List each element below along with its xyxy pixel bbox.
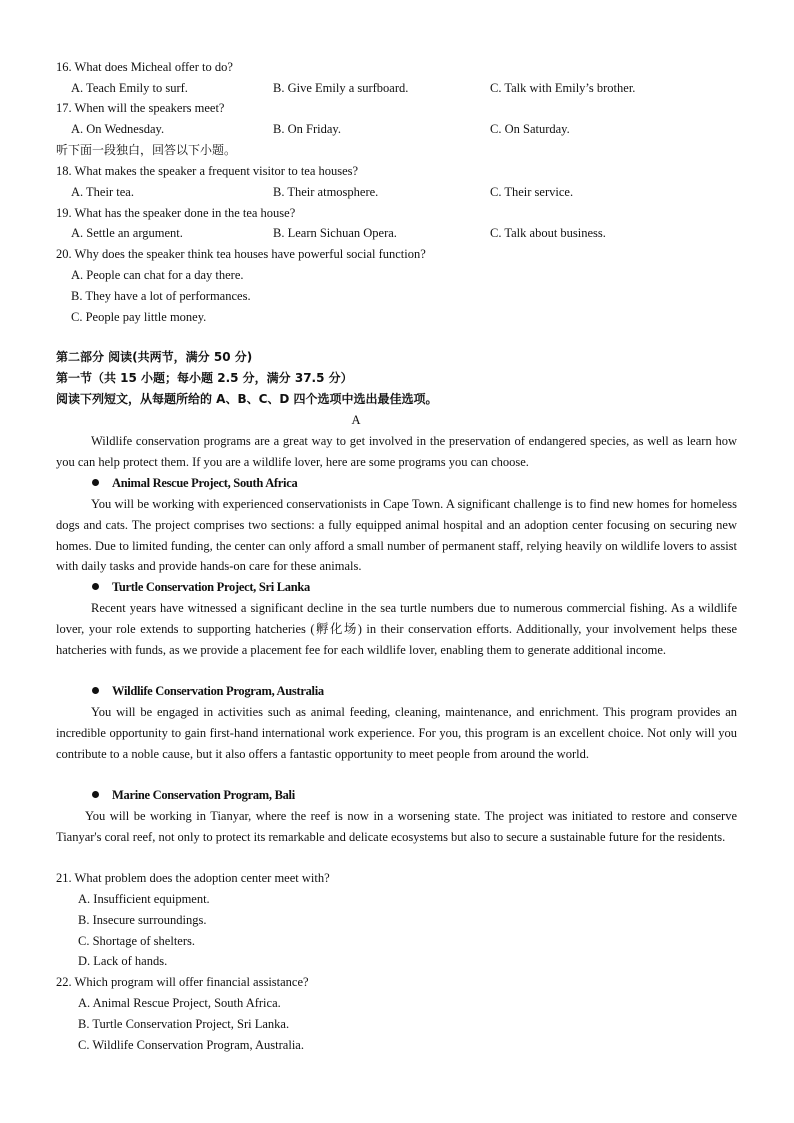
passage-label: A [351, 413, 361, 427]
program-heading [92, 785, 295, 806]
program-heading [92, 577, 310, 598]
q16-option-c: C. Talk with Emily’s brother. [490, 81, 636, 95]
program-text: Recent years have witnessed a significant decline in the sea turtle numbers due to numerous commercial fishing. As a wildlife lover, your role extends to supporting hatcheries (孵化场) in their conservation efforts. Additionally, your involvement helps these hatcheries with funds, as we provide a placement fee for each wildlife lover, enabling them to generate additional income. [56, 601, 737, 657]
question-18-stem: 18. What makes the speaker a frequent visitor to tea houses? [56, 164, 359, 178]
question-22-stem: 22. Which program will offer financial assistance? [56, 975, 309, 989]
q22-option-c: C. Wildlife Conservation Program, Australia. [78, 1038, 304, 1052]
program-text: You will be working with experienced conservationists in Cape Town. A significant challenge is to find new homes for homeless dogs and cats. The project comprises two sections: a fully equipped animal hospital and an adoption center focusing on securing new homes. Due to limited funding, the center can only afford a small number of permanent staff, relying heavily on wildlife lovers to assist with daily tasks and provide hands-on care for these animals. [56, 497, 737, 574]
bullet-icon [92, 687, 99, 694]
program-heading [92, 681, 324, 702]
q21-option-a: A. Insufficient equipment. [78, 892, 210, 906]
program-title: Animal Rescue Project, South Africa [112, 476, 298, 490]
reading-instruction: 阅读下列短文，从每题所给的 A、B、C、D 四个选项中选出最佳选项。 [56, 392, 438, 406]
q20-option-b: B. They have a lot of performances. [71, 289, 251, 303]
q20-option-c: C. People pay little money. [71, 310, 207, 324]
q20-option-a: A. People can chat for a day there. [71, 268, 244, 282]
q18-option-c: C. Their service. [490, 185, 574, 199]
program-text: You will be engaged in activities such as animal feeding, cleaning, maintenance, and enrichment. This program provides an incredible opportunity to gain first-hand international work experience. For you, this program is an excellent choice. Not only will you contribute to a noble cause, but it also offers a fantastic opportunity to meet people from around the world. [56, 705, 737, 761]
program-title: Turtle Conservation Project, Sri Lanka [112, 580, 310, 594]
q22-option-b: B. Turtle Conservation Project, Sri Lanka. [78, 1017, 290, 1031]
q18-option-b: B. Their atmosphere. [273, 185, 379, 199]
question-21-stem: 21. What problem does the adoption center meet with? [56, 871, 330, 885]
bullet-icon [92, 583, 99, 590]
q19-option-b: B. Learn Sichuan Opera. [273, 226, 397, 240]
q16-option-b: B. Give Emily a surfboard. [273, 81, 409, 95]
program-text: You will be working in Tianyar, where the reef is now in a worsening state. The project was initiated to restore and conserve Tianyar's coral reef, not only to protect its remarkable and delicate ecosystems but also to secure a sustainable future for the residents. [56, 809, 737, 844]
bullet-icon [92, 479, 99, 486]
bullet-icon [92, 791, 99, 798]
q22-option-a: A. Animal Rescue Project, South Africa. [78, 996, 281, 1010]
program-title: Marine Conservation Program, Bali [112, 788, 295, 802]
monologue-instruction: 听下面一段独白，回答以下小题。 [56, 143, 237, 157]
q17-option-c: C. On Saturday. [490, 122, 570, 136]
section-title: 第一节（共 15 小题；每小题 2.5 分，满分 37.5 分） [56, 371, 353, 385]
q17-option-b: B. On Friday. [273, 122, 341, 136]
part-title: 第二部分 阅读(共两节，满分 50 分) [56, 350, 253, 364]
q21-option-c: C. Shortage of shelters. [78, 934, 195, 948]
q18-option-a: A. Their tea. [71, 185, 134, 199]
question-17-stem: 17. When will the speakers meet? [56, 101, 225, 115]
q16-option-a: A. Teach Emily to surf. [71, 81, 188, 95]
question-20-stem: 20. Why does the speaker think tea houses have powerful social function? [56, 247, 426, 261]
q21-option-d: D. Lack of hands. [78, 954, 168, 968]
question-16-stem: 16. What does Micheal offer to do? [56, 60, 233, 74]
question-19-stem: 19. What has the speaker done in the tea house? [56, 206, 296, 220]
q19-option-a: A. Settle an argument. [71, 226, 183, 240]
q21-option-b: B. Insecure surroundings. [78, 913, 207, 927]
program-heading [92, 473, 297, 494]
q19-option-c: C. Talk about business. [490, 226, 606, 240]
program-title: Wildlife Conservation Program, Australia [112, 684, 324, 698]
q17-option-a: A. On Wednesday. [71, 122, 165, 136]
passage-intro: Wildlife conservation programs are a great way to get involved in the preservation of endangered species, as well as learn how you can help protect them. If you are a wildlife lover, here are some programs you can choose. [56, 434, 737, 469]
